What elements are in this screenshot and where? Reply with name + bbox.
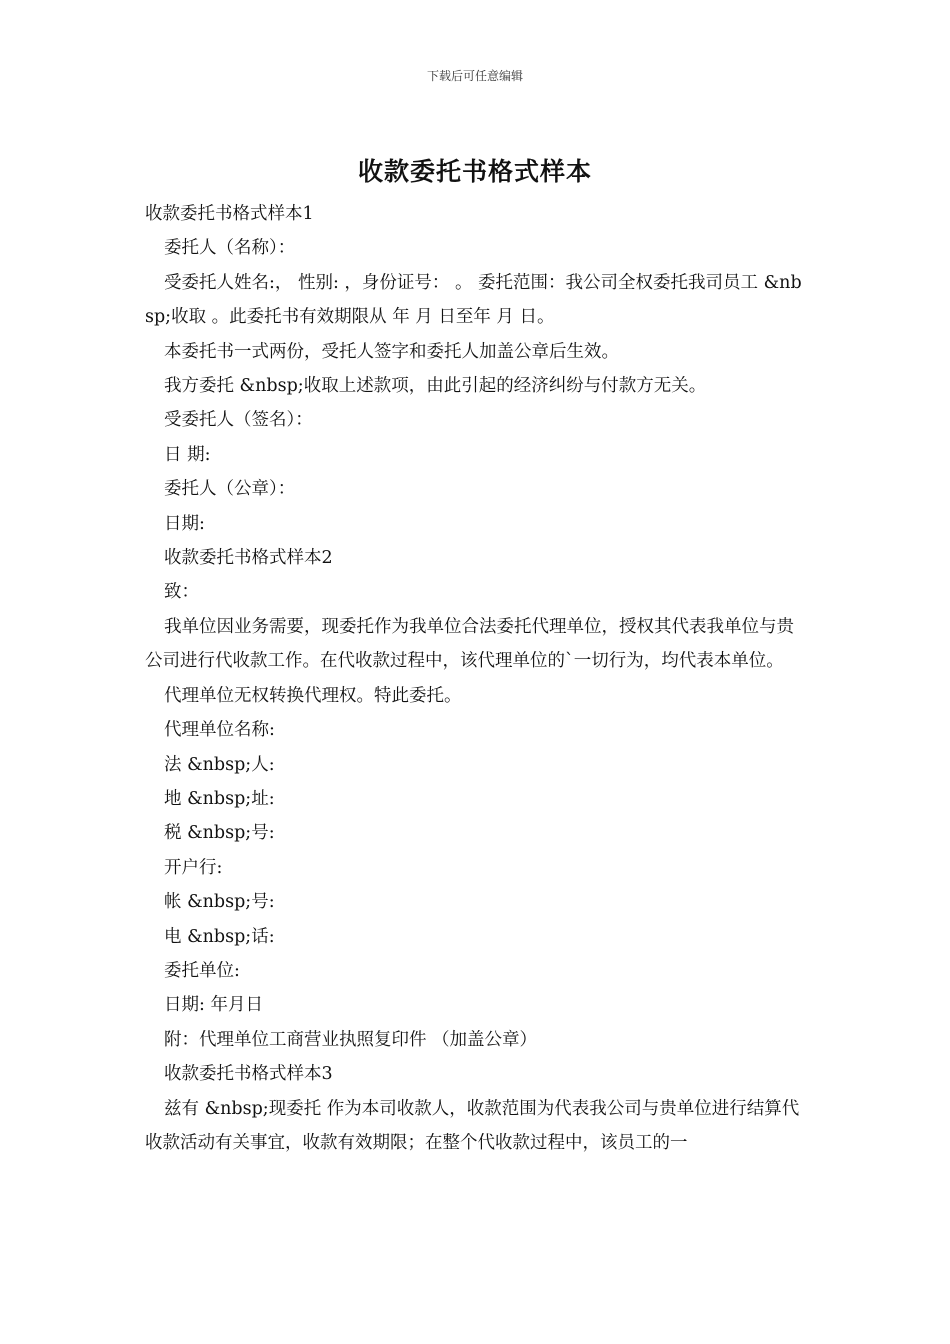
paragraph: 兹有 &nbsp;现委托 作为本司收款人，收款范围为代表我公司与贵单位进行结算代收款活动有关事宜，收款有效期限；在整个代收款过程中，该员工的一 — [145, 1098, 800, 1153]
header-note: 下载后可任意编辑 — [426, 69, 523, 83]
paragraph: 代理单位名称: — [164, 720, 275, 741]
paragraph: 委托单位: — [164, 960, 240, 981]
document-body — [145, 197, 810, 1160]
paragraph: 附：代理单位工商营业执照复印件 （加盖公章） — [164, 1029, 538, 1050]
paragraph: 受委托人姓名:， 性别: ，身份证号： 。 委托范围：我公司全权委托我司员工 &nbsp;收取 。此委托书有效期限从 年 月 日至年 月 日。 — [145, 272, 802, 328]
paragraph: 帐 &nbsp;号: — [164, 892, 275, 913]
section-heading-sample-1: 收款委托书格式样本1 — [145, 204, 314, 224]
paragraph: 开户行: — [164, 857, 223, 878]
paragraph: 致： — [164, 582, 199, 603]
paragraph: 地 &nbsp;址: — [164, 788, 275, 809]
paragraph: 日期: — [164, 513, 205, 534]
paragraph: 代理单位无权转换代理权。特此委托。 — [164, 685, 462, 706]
paragraph: 我方委托 &nbsp;收取上述款项，由此引起的经济纠纷与付款方无关。 — [164, 376, 707, 397]
paragraph: 受委托人（签名）： — [164, 410, 313, 431]
paragraph: 委托人（名称）： — [164, 238, 296, 259]
paragraph: 本委托书一式两份，受托人签字和委托人加盖公章后生效。 — [164, 341, 619, 362]
paragraph: 我单位因业务需要，现委托作为我单位合法委托代理单位，授权其代表我单位与贵公司进行代收款工作。在代收款过程中，该代理单位的`一切行为，均代表本单位。 — [145, 616, 794, 672]
paragraph: 委托人（公章）： — [164, 479, 296, 500]
paragraph: 法 &nbsp;人: — [164, 754, 275, 775]
paragraph: 日 期: — [164, 444, 211, 465]
document-title: 收款委托书格式样本 — [357, 157, 592, 186]
paragraph: 税 &nbsp;号: — [164, 823, 275, 844]
section-heading-sample-3: 收款委托书格式样本3 — [164, 1064, 333, 1085]
paragraph: 电 &nbsp;话: — [164, 926, 275, 947]
paragraph: 日期: 年月日 — [164, 995, 263, 1016]
section-heading-sample-2: 收款委托书格式样本2 — [164, 548, 333, 569]
